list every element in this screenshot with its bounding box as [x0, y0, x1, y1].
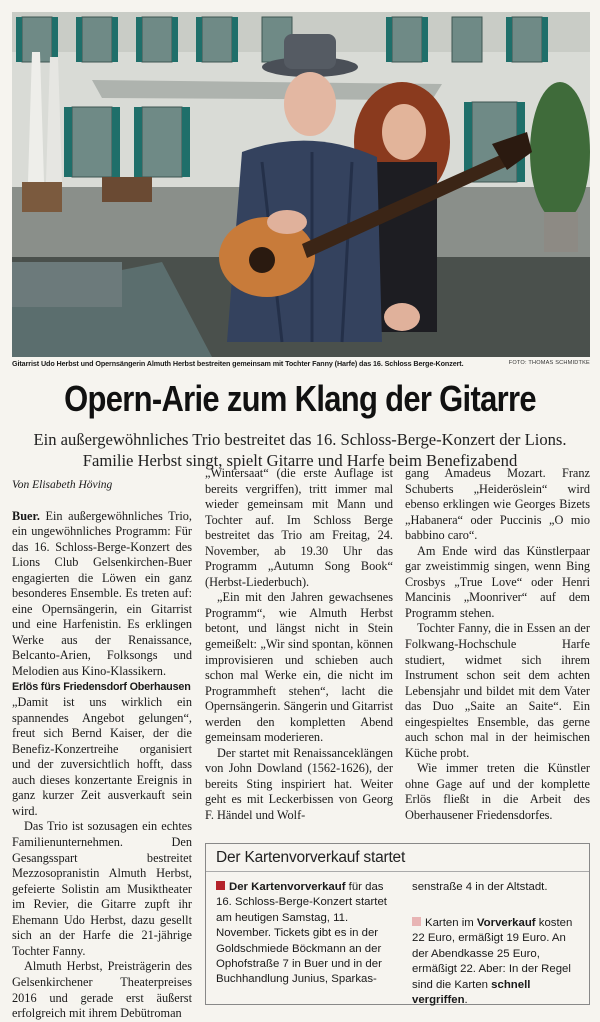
infobox-item2-end: schnell vergriffen [412, 978, 531, 1007]
paragraph-8: gang Amadeus Mozart. Franz Schuberts „Heideröslein“ wird ebenso erklingen wie Georges Bizets „Habanera“ oder Puccinis „O mio babbino caro“. [405, 466, 590, 543]
photo-illustration [12, 12, 590, 357]
infobox-column-2-bottom [412, 916, 580, 1008]
paragraph-4: Almuth Herbst, Preisträgerin des Gelsenkirchener Theaterpreises 2016 und gerade erst äußerst erfolgreich mit ihrem Debütroman [12, 959, 192, 1021]
paragraph-9: Am Ende wird das Künstlerpaar gar zweistimmig singen, wenn Bing Crosbys „True Love“ oder Henri Mancinis „Moonriver“ auf dem Programm stehen. [405, 543, 590, 620]
headline: Opern-Arie zum Klang der Gitarre [64, 378, 536, 419]
article-column-3 [405, 466, 590, 824]
infobox-item2-dot: . [464, 994, 468, 1007]
infobox-item2-bold: Vorverkauf [476, 917, 536, 929]
paragraph-2: „Damit ist uns wirklich ein spannendes Angebot gelungen“, freut sich Bernd Kaiser, der die Benefiz-Konzertreihe organisiert und der zuversichtlich hofft, dass auch dieses konzertante Ereignis in ganz kurzer Zeit ausverkauft sein wird. [12, 695, 192, 818]
paragraph-6: „Ein mit den Jahren gewachsenes Programm“, wie Almuth Herbst betont, und längst nicht in Stein gemeißelt: „Wir sind spontan, können improvisieren und schieben auch schon mal Werke ein, die nicht im Programmheft stehen“, lacht die Opernsängerin. Sängerin und Gitarrist werden den kompletten Abend gemeinsam moderieren. [205, 590, 393, 745]
photo-credit: FOTO: THOMAS SCHMIDTKE [508, 360, 590, 366]
paragraph-5: „Wintersaat“ (die erste Auflage ist bereits vergriffen), tritt immer mal wieder gemeinsam mit Mann und Tochter auf. Im Schloss Berge bestreitet das Trio am Freitag, 24. November, ab 19.30 Uhr das Programm „Autumn Song Book“ (Herbst-Liederbuch). [205, 466, 393, 589]
infobox-title: Der Kartenvorverkauf startet [206, 844, 589, 872]
infobox-item2-text: kosten 22 Euro, ermäßigt 19 Euro. An der Abendkasse 25 Euro, ermäßigt 22. Aber: In der Regel sind die Karten [412, 917, 573, 991]
infobox-column-1 [216, 880, 398, 988]
paragraph-11: Wie immer treten die Künstler ohne Gage auf und der komplette Erlös fließt in die Arbeit des Oberhausener Friedensdorfes. [405, 761, 590, 823]
article-column-1 [12, 478, 192, 1022]
ticket-infobox [205, 843, 590, 1005]
subline-2: Familie Herbst singt, spielt Gitarre und Harfe beim Benefizabend [82, 451, 518, 470]
dateline: Buer. [12, 508, 40, 523]
paragraph-10: Tochter Fanny, die in Essen an der Folkwang-Hochschule Harfe studiert, widmet sich ihrem Instrument schon seit dem achten Lebensjahr und bildet mit dem Vater das Duo „Saite an Saite“. Ein eingespieltes Ensemble, das gerne auch schon mal in der heimischen Küche probt. [405, 621, 590, 760]
paragraph-lead [12, 509, 192, 680]
byline: Von Elisabeth Höving [12, 479, 113, 491]
subline-1: Ein außergewöhnliches Trio bestreitet das 16. Schloss-Berge-Konzert der Lions. [33, 430, 567, 449]
infobox-item1-text: für das 16. Schloss-Berge-Konzert startet am heutigen Samstag, 11. November. Tickets gibt es in der Goldschmiede Böckmann an der Ophofstraße 7 in Buer und in der Buchhandlung Junius, Sparkas- [216, 881, 387, 986]
paragraph-7: Der startet mit Renaissanceklängen von John Dowland (1562-1626), der bereits Sting inspiriert hat. Weiter geht es mit Leckerbissen von Georg F. Händel und Wolf- [205, 745, 393, 823]
bullet-square-icon [412, 917, 421, 926]
subheading: Erlös fürs Friedensdorf Oberhausen [12, 680, 191, 693]
article-photo [12, 12, 590, 357]
infobox-item1-continued: senstraße 4 in der Altstadt. [412, 881, 548, 893]
paragraph-1: Ein außergewöhnliches Trio, ein ungewöhnliches Programm: Für das 16. Schloss-Berge-Konzert des Lions Club Gelsenkirchen-Buer engagierten die Löwen ein ganz besonderes Ensemble. Es treten auf: eine Opernsängerin, ein Gitarrist und eine Harfenistin. Es erklingen Werke aus der Renaissance, Belcanto-Arien, Folksongs und Melodien aus Kino-Klassikern. [12, 508, 192, 679]
article-column-2 [205, 466, 393, 824]
infobox-item2-pre: Karten im [425, 917, 474, 929]
paragraph-3: Das Trio ist sozusagen ein echtes Familienunternehmen. Den Gesangsspart bestreitet Mezzosopranistin Almuth Herbst, gefeierte Solistin am Musiktheater im Revier, die Gitarre zupft ihr Ehemann Udo Herbst, dazu gesellt sich an der Harfe die 21-jährige Tochter Fanny. [12, 819, 192, 958]
infobox-column-2-top [412, 880, 580, 895]
bullet-square-icon [216, 881, 225, 890]
infobox-item1-bold: Der Kartenvorverkauf [229, 881, 346, 893]
photo-caption-row [12, 359, 590, 371]
photo-caption: Gitarrist Udo Herbst und Opernsängerin Almuth Herbst bestreiten gemeinsam mit Tochter Fanny (Harfe) das 16. Schloss Berge-Konzert. [12, 359, 464, 368]
